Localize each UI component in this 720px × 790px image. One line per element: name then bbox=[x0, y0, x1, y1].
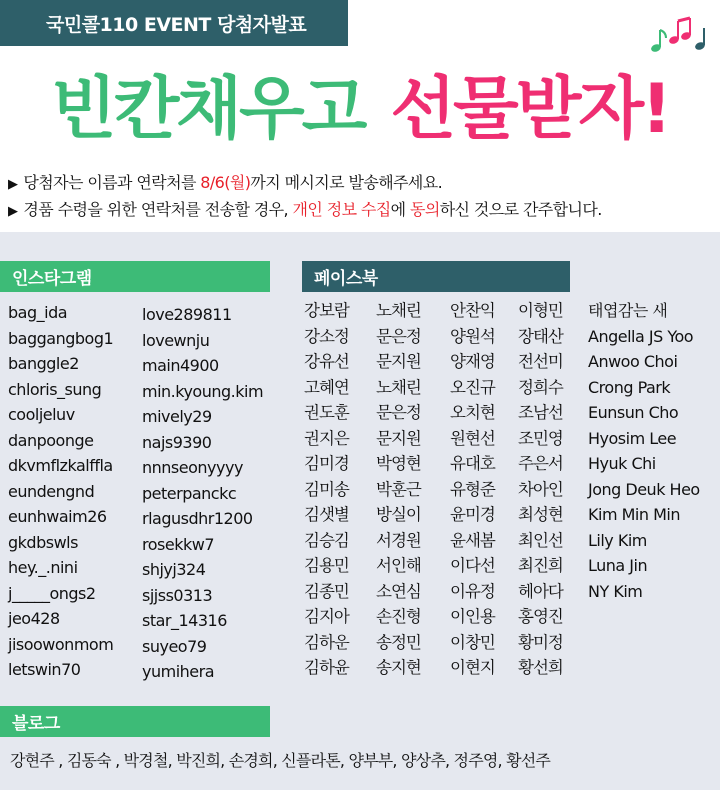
winner-name: 윤미경 bbox=[450, 505, 495, 524]
event-title-badge bbox=[0, 0, 348, 46]
winner-name: eundengnd bbox=[8, 481, 95, 501]
winner-name: najs9390 bbox=[142, 432, 212, 452]
notice-1-deadline: 8/6(월) bbox=[200, 173, 251, 192]
instagram-list-col-1 bbox=[8, 300, 113, 683]
winner-name: 노채린 bbox=[376, 301, 421, 320]
winner-name: 정희수 bbox=[518, 377, 563, 397]
winner-name: 오진규 bbox=[450, 377, 495, 397]
winner-name: dkvmflzkalffla bbox=[8, 456, 113, 475]
winner-name: Anwoo Choi bbox=[588, 352, 678, 371]
winner-name: 유대호 bbox=[450, 454, 495, 473]
winner-name: 송지현 bbox=[376, 658, 421, 677]
winner-name: shjyj324 bbox=[142, 560, 206, 579]
winner-name: 방실이 bbox=[376, 505, 421, 524]
winner-name: 김하윤 bbox=[304, 658, 349, 677]
winner-name: 태엽감는 새 bbox=[588, 301, 668, 320]
winner-name: 이유정 bbox=[450, 581, 495, 601]
winner-name: 권도훈 bbox=[304, 403, 349, 422]
winner-name: 박훈근 bbox=[376, 479, 421, 499]
winner-name: 전선미 bbox=[518, 352, 563, 371]
winner-name: Jong Deuk Heo bbox=[588, 479, 700, 499]
winner-name: 양재영 bbox=[450, 352, 495, 371]
notice-1-text-c: 까지 메시지로 발송해주세요. bbox=[250, 173, 443, 192]
notice-line-1 bbox=[8, 170, 714, 197]
event-title: 국민콜110 EVENT 당첨자발표 bbox=[46, 13, 307, 36]
winner-name: rosekkw7 bbox=[142, 534, 214, 554]
arrow-right-icon: ▶ bbox=[8, 204, 18, 219]
notice-2-privacy: 개인 정보 수집 bbox=[292, 200, 391, 219]
winner-name: 강소정 bbox=[304, 326, 349, 346]
winners-panel bbox=[0, 232, 720, 790]
winner-name: 차아인 bbox=[518, 479, 563, 499]
winner-name: 권지은 bbox=[304, 428, 349, 448]
winner-name: 윤새봄 bbox=[450, 530, 495, 550]
winner-name: 이형민 bbox=[518, 301, 563, 320]
winner-name: 김하운 bbox=[304, 632, 349, 652]
winner-name: 홍영진 bbox=[518, 607, 563, 626]
winner-name: 김승김 bbox=[304, 530, 349, 550]
winner-name: Eunsun Cho bbox=[588, 403, 679, 422]
winner-name: 이현지 bbox=[450, 658, 495, 677]
winner-name: 최인선 bbox=[518, 530, 563, 550]
notice-2-text-a: 경품 수령을 위한 연락처를 전송할 경우, bbox=[23, 200, 293, 219]
winner-name: min.kyoung.kim bbox=[142, 381, 264, 401]
winner-name: love289811 bbox=[142, 305, 232, 324]
winner-name: 김미경 bbox=[304, 454, 349, 473]
music-notes-icon bbox=[648, 16, 708, 58]
winner-name: Luna Jin bbox=[588, 556, 648, 575]
winner-name: eunhwaim26 bbox=[8, 507, 107, 526]
winner-name: gkdbswls bbox=[8, 532, 78, 552]
winner-name: 소연심 bbox=[376, 581, 421, 601]
notice-line-2 bbox=[8, 197, 714, 224]
winner-name: 고혜연 bbox=[304, 377, 349, 397]
blog-section-label: 블로그 bbox=[0, 706, 270, 737]
winner-name: danpoonge bbox=[8, 430, 94, 450]
notice-1-text-a: 당첨자는 이름과 연락처를 bbox=[23, 173, 201, 192]
winner-name: 박영현 bbox=[376, 454, 421, 473]
winner-name: 노채린 bbox=[376, 377, 421, 397]
winner-name: baggangbog1 bbox=[8, 328, 114, 348]
winner-name: 강유선 bbox=[304, 352, 349, 371]
notice-2-consent: 동의 bbox=[409, 200, 440, 219]
winner-name: yumihera bbox=[142, 662, 215, 681]
winner-name: 황미정 bbox=[518, 632, 563, 652]
winner-name: 이창민 bbox=[450, 632, 495, 652]
winner-name: 서인해 bbox=[376, 556, 421, 575]
winner-name: 문지원 bbox=[376, 428, 421, 448]
winner-name: cooljeluv bbox=[8, 405, 75, 424]
facebook-list-col-3 bbox=[450, 298, 495, 681]
notice-2-text-c: 에 bbox=[390, 200, 410, 219]
winner-name: 김샛별 bbox=[304, 505, 349, 524]
instagram-section-label: 인스타그램 bbox=[0, 261, 270, 292]
winner-name: bag_ida bbox=[8, 303, 68, 322]
winner-name: 원현선 bbox=[450, 428, 495, 448]
winner-name: 양원석 bbox=[450, 326, 495, 346]
winner-name: 안찬익 bbox=[450, 301, 495, 320]
facebook-list-col-1 bbox=[304, 298, 349, 681]
winner-name: 문은정 bbox=[376, 326, 421, 346]
winner-name: Hyuk Chi bbox=[588, 454, 656, 473]
instagram-list-col-2 bbox=[142, 302, 263, 685]
winner-name: 조남선 bbox=[518, 403, 563, 422]
winner-name: Kim Min Min bbox=[588, 505, 680, 524]
notice-block bbox=[8, 170, 714, 224]
winner-name: banggle2 bbox=[8, 354, 79, 373]
winner-name: peterpanckc bbox=[142, 483, 237, 503]
facebook-list-col-4 bbox=[518, 298, 563, 681]
winner-name: 장태산 bbox=[518, 326, 563, 346]
winner-name: 최성현 bbox=[518, 505, 563, 524]
winner-name: suyeo79 bbox=[142, 636, 207, 656]
arrow-right-icon: ▶ bbox=[8, 177, 18, 192]
winner-name: 이인용 bbox=[450, 607, 495, 626]
winner-name: Lily Kim bbox=[588, 530, 647, 550]
winner-name: 송정민 bbox=[376, 632, 421, 652]
winner-name: j_____ongs2 bbox=[8, 583, 96, 603]
winner-name: letswin70 bbox=[8, 660, 81, 679]
winner-name: lovewnju bbox=[142, 330, 210, 350]
winner-name: 서경원 bbox=[376, 530, 421, 550]
headline-green: 빈칸채우고 bbox=[50, 69, 365, 149]
winner-name: 이다선 bbox=[450, 556, 495, 575]
winner-name: jeo428 bbox=[8, 609, 60, 628]
winner-name: chloris_sung bbox=[8, 379, 102, 399]
winner-name: rlagusdhr1200 bbox=[142, 509, 253, 528]
winner-name: 조민영 bbox=[518, 428, 563, 448]
winner-name: jisoowonmom bbox=[8, 634, 114, 654]
winner-name: 김지아 bbox=[304, 607, 349, 626]
winner-name: 헤아다 bbox=[518, 581, 563, 601]
winner-name: NY Kim bbox=[588, 581, 643, 601]
winner-name: 문은정 bbox=[376, 403, 421, 422]
facebook-list-col-5 bbox=[588, 298, 700, 604]
winner-name: Crong Park bbox=[588, 377, 671, 397]
winner-name: 최진희 bbox=[518, 556, 563, 575]
facebook-section-label: 페이스북 bbox=[302, 261, 570, 292]
winner-name: 김종민 bbox=[304, 581, 349, 601]
blog-winner-names: 강현주 , 김동숙 , 박경철, 박진희, 손경희, 신플라톤, 양부부, 양상추, 정주영, 황선주 bbox=[10, 751, 551, 770]
facebook-list-col-2 bbox=[376, 298, 421, 681]
headline bbox=[0, 58, 720, 148]
winner-name: 오치현 bbox=[450, 403, 495, 422]
winner-name: 김용민 bbox=[304, 556, 349, 575]
notice-2-text-e: 하신 것으로 간주합니다. bbox=[439, 200, 602, 219]
winner-name: nnnseonyyyy bbox=[142, 458, 243, 477]
headline-pink: 선물받자! bbox=[390, 69, 670, 149]
winner-name: 손진형 bbox=[376, 607, 421, 626]
winner-name: mively29 bbox=[142, 407, 212, 426]
winner-name: Hyosim Lee bbox=[588, 428, 677, 448]
winner-name: 김미송 bbox=[304, 479, 349, 499]
winner-name: 유형준 bbox=[450, 479, 495, 499]
winner-name: 주은서 bbox=[518, 454, 563, 473]
winner-name: 강보람 bbox=[304, 301, 349, 320]
winner-name: 문지원 bbox=[376, 352, 421, 371]
winner-name: 황선희 bbox=[518, 658, 563, 677]
winner-name: main4900 bbox=[142, 356, 219, 375]
winner-name: sjjss0313 bbox=[142, 585, 213, 605]
winner-name: Angella JS Yoo bbox=[588, 326, 694, 346]
winner-name: hey._.nini bbox=[8, 558, 78, 577]
winner-name: star_14316 bbox=[142, 611, 227, 630]
